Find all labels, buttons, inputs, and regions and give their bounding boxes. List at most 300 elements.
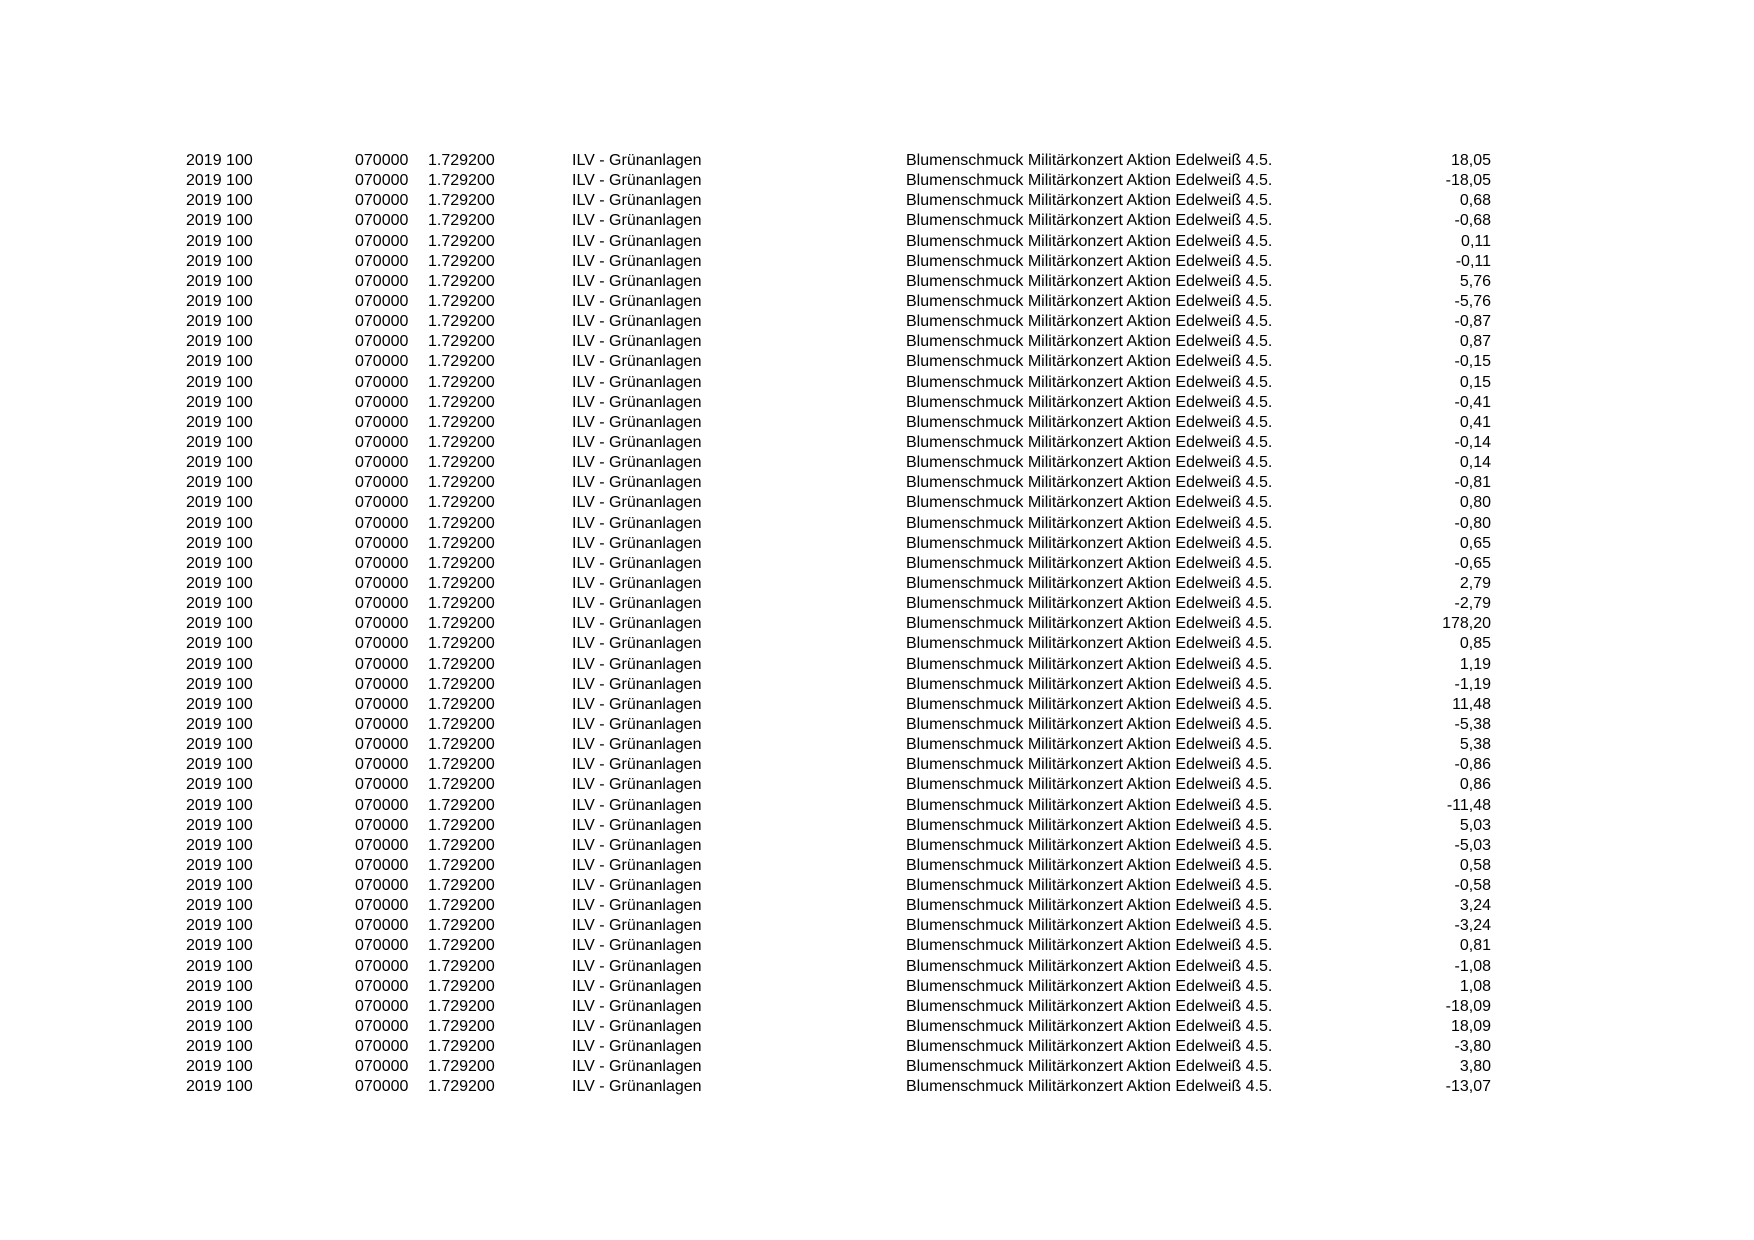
booking-text-cell: Blumenschmuck Militärkonzert Aktion Edelweiß 4.5. xyxy=(906,474,1273,492)
code-cell: 070000 xyxy=(355,534,409,552)
table-row xyxy=(0,957,1754,977)
account-cell: 1.729200 xyxy=(428,655,495,673)
code-cell: 070000 xyxy=(355,856,409,874)
year-cell: 2019 100 xyxy=(186,1058,253,1076)
code-cell: 070000 xyxy=(355,454,409,472)
account-cell: 1.729200 xyxy=(428,373,495,391)
year-cell: 2019 100 xyxy=(186,655,253,673)
booking-text-cell: Blumenschmuck Militärkonzert Aktion Edelweiß 4.5. xyxy=(906,514,1273,532)
code-cell: 070000 xyxy=(355,1078,409,1096)
code-cell: 070000 xyxy=(355,212,409,230)
booking-text-cell: Blumenschmuck Militärkonzert Aktion Edelweiß 4.5. xyxy=(906,917,1273,935)
amount-cell: 18,09 xyxy=(1450,1018,1491,1036)
amount-cell: 0,65 xyxy=(1459,534,1491,552)
booking-text-cell: Blumenschmuck Militärkonzert Aktion Edelweiß 4.5. xyxy=(906,836,1273,854)
table-row xyxy=(0,675,1754,695)
amount-cell: -18,09 xyxy=(1445,997,1491,1015)
amount-cell: 178,20 xyxy=(1442,615,1491,633)
amount-cell: -13,07 xyxy=(1445,1078,1491,1096)
account-cell: 1.729200 xyxy=(428,252,495,270)
booking-text-cell: Blumenschmuck Militärkonzert Aktion Edelweiß 4.5. xyxy=(906,313,1273,331)
amount-cell: 0,80 xyxy=(1459,494,1491,512)
code-cell: 070000 xyxy=(355,313,409,331)
account-name-cell: ILV - Grünanlagen xyxy=(572,333,702,351)
account-name-cell: ILV - Grünanlagen xyxy=(572,897,702,915)
account-cell: 1.729200 xyxy=(428,796,495,814)
account-name-cell: ILV - Grünanlagen xyxy=(572,152,702,169)
account-name-cell: ILV - Grünanlagen xyxy=(572,353,702,371)
account-name-cell: ILV - Grünanlagen xyxy=(572,977,702,995)
year-cell: 2019 100 xyxy=(186,413,253,431)
year-cell: 2019 100 xyxy=(186,272,253,290)
year-cell: 2019 100 xyxy=(186,433,253,451)
account-name-cell: ILV - Grünanlagen xyxy=(572,554,702,572)
table-row xyxy=(0,211,1754,231)
booking-text-cell: Blumenschmuck Militärkonzert Aktion Edelweiß 4.5. xyxy=(906,756,1273,774)
account-name-cell: ILV - Grünanlagen xyxy=(572,877,702,895)
account-cell: 1.729200 xyxy=(428,776,495,794)
table-row xyxy=(0,352,1754,372)
table-row xyxy=(0,655,1754,675)
amount-cell: -0,80 xyxy=(1454,514,1491,532)
table-row xyxy=(0,876,1754,896)
amount-cell: -3,80 xyxy=(1454,1038,1491,1056)
table-row xyxy=(0,493,1754,513)
account-cell: 1.729200 xyxy=(428,313,495,331)
booking-text-cell: Blumenschmuck Militärkonzert Aktion Edelweiß 4.5. xyxy=(906,1038,1273,1056)
booking-text-cell: Blumenschmuck Militärkonzert Aktion Edelweiß 4.5. xyxy=(906,152,1273,169)
year-cell: 2019 100 xyxy=(186,877,253,895)
table-row xyxy=(0,171,1754,191)
booking-text-cell: Blumenschmuck Militärkonzert Aktion Edelweiß 4.5. xyxy=(906,595,1273,613)
booking-text-cell: Blumenschmuck Militärkonzert Aktion Edelweiß 4.5. xyxy=(906,574,1273,592)
account-name-cell: ILV - Grünanlagen xyxy=(572,292,702,310)
code-cell: 070000 xyxy=(355,232,409,250)
amount-cell: 0,86 xyxy=(1459,776,1491,794)
account-cell: 1.729200 xyxy=(428,1058,495,1076)
booking-text-cell: Blumenschmuck Militärkonzert Aktion Edelweiß 4.5. xyxy=(906,192,1273,210)
amount-cell: -0,58 xyxy=(1454,877,1491,895)
year-cell: 2019 100 xyxy=(186,756,253,774)
booking-text-cell: Blumenschmuck Militärkonzert Aktion Edelweiß 4.5. xyxy=(906,937,1273,955)
account-name-cell: ILV - Grünanlagen xyxy=(572,937,702,955)
year-cell: 2019 100 xyxy=(186,474,253,492)
table-row xyxy=(0,775,1754,795)
table-row xyxy=(0,936,1754,956)
account-name-cell: ILV - Grünanlagen xyxy=(572,836,702,854)
account-cell: 1.729200 xyxy=(428,534,495,552)
account-name-cell: ILV - Grünanlagen xyxy=(572,574,702,592)
booking-text-cell: Blumenschmuck Militärkonzert Aktion Edelweiß 4.5. xyxy=(906,997,1273,1015)
booking-text-cell: Blumenschmuck Militärkonzert Aktion Edelweiß 4.5. xyxy=(906,1058,1273,1076)
account-cell: 1.729200 xyxy=(428,897,495,915)
ledger-table xyxy=(0,151,1754,1098)
year-cell: 2019 100 xyxy=(186,554,253,572)
amount-cell: -0,68 xyxy=(1454,212,1491,230)
account-name-cell: ILV - Grünanlagen xyxy=(572,715,702,733)
booking-text-cell: Blumenschmuck Militärkonzert Aktion Edelweiß 4.5. xyxy=(906,232,1273,250)
code-cell: 070000 xyxy=(355,292,409,310)
account-name-cell: ILV - Grünanlagen xyxy=(572,655,702,673)
account-cell: 1.729200 xyxy=(428,514,495,532)
table-row xyxy=(0,373,1754,393)
account-name-cell: ILV - Grünanlagen xyxy=(572,675,702,693)
booking-text-cell: Blumenschmuck Militärkonzert Aktion Edelweiß 4.5. xyxy=(906,695,1273,713)
booking-text-cell: Blumenschmuck Militärkonzert Aktion Edelweiß 4.5. xyxy=(906,413,1273,431)
table-row xyxy=(0,1077,1754,1097)
account-cell: 1.729200 xyxy=(428,917,495,935)
code-cell: 070000 xyxy=(355,595,409,613)
table-row xyxy=(0,796,1754,816)
booking-text-cell: Blumenschmuck Militärkonzert Aktion Edelweiß 4.5. xyxy=(906,454,1273,472)
amount-cell: 11,48 xyxy=(1452,695,1491,713)
year-cell: 2019 100 xyxy=(186,373,253,391)
booking-text-cell: Blumenschmuck Militärkonzert Aktion Edelweiß 4.5. xyxy=(906,172,1273,190)
year-cell: 2019 100 xyxy=(186,534,253,552)
account-name-cell: ILV - Grünanlagen xyxy=(572,695,702,713)
amount-cell: 5,76 xyxy=(1459,272,1491,290)
account-name-cell: ILV - Grünanlagen xyxy=(572,232,702,250)
table-row xyxy=(0,433,1754,453)
booking-text-cell: Blumenschmuck Militärkonzert Aktion Edelweiß 4.5. xyxy=(906,715,1273,733)
account-cell: 1.729200 xyxy=(428,836,495,854)
amount-cell: -0,11 xyxy=(1455,252,1491,270)
account-cell: 1.729200 xyxy=(428,877,495,895)
booking-text-cell: Blumenschmuck Militärkonzert Aktion Edelweiß 4.5. xyxy=(906,1018,1273,1036)
code-cell: 070000 xyxy=(355,393,409,411)
code-cell: 070000 xyxy=(355,413,409,431)
year-cell: 2019 100 xyxy=(186,1018,253,1036)
booking-text-cell: Blumenschmuck Militärkonzert Aktion Edelweiß 4.5. xyxy=(906,494,1273,512)
code-cell: 070000 xyxy=(355,192,409,210)
account-name-cell: ILV - Grünanlagen xyxy=(572,373,702,391)
year-cell: 2019 100 xyxy=(186,675,253,693)
table-row xyxy=(0,151,1754,171)
account-name-cell: ILV - Grünanlagen xyxy=(572,474,702,492)
account-cell: 1.729200 xyxy=(428,494,495,512)
table-row xyxy=(0,594,1754,614)
amount-cell: 0,15 xyxy=(1459,373,1491,391)
year-cell: 2019 100 xyxy=(186,776,253,794)
amount-cell: -2,79 xyxy=(1454,595,1491,613)
amount-cell: -3,24 xyxy=(1454,917,1491,935)
account-name-cell: ILV - Grünanlagen xyxy=(572,635,702,653)
table-row xyxy=(0,514,1754,534)
account-cell: 1.729200 xyxy=(428,736,495,754)
account-name-cell: ILV - Grünanlagen xyxy=(572,514,702,532)
account-name-cell: ILV - Grünanlagen xyxy=(572,1038,702,1056)
code-cell: 070000 xyxy=(355,474,409,492)
amount-cell: 0,41 xyxy=(1459,413,1491,431)
year-cell: 2019 100 xyxy=(186,977,253,995)
table-row xyxy=(0,735,1754,755)
account-name-cell: ILV - Grünanlagen xyxy=(572,192,702,210)
account-cell: 1.729200 xyxy=(428,474,495,492)
account-name-cell: ILV - Grünanlagen xyxy=(572,796,702,814)
table-row xyxy=(0,896,1754,916)
table-row xyxy=(0,191,1754,211)
code-cell: 070000 xyxy=(355,937,409,955)
year-cell: 2019 100 xyxy=(186,393,253,411)
booking-text-cell: Blumenschmuck Militärkonzert Aktion Edelweiß 4.5. xyxy=(906,957,1273,975)
amount-cell: 0,85 xyxy=(1459,635,1491,653)
account-name-cell: ILV - Grünanlagen xyxy=(572,393,702,411)
account-cell: 1.729200 xyxy=(428,756,495,774)
code-cell: 070000 xyxy=(355,494,409,512)
account-cell: 1.729200 xyxy=(428,172,495,190)
year-cell: 2019 100 xyxy=(186,635,253,653)
account-cell: 1.729200 xyxy=(428,554,495,572)
code-cell: 070000 xyxy=(355,152,409,169)
code-cell: 070000 xyxy=(355,736,409,754)
table-row xyxy=(0,614,1754,634)
table-row xyxy=(0,453,1754,473)
year-cell: 2019 100 xyxy=(186,836,253,854)
amount-cell: 0,81 xyxy=(1459,937,1491,955)
table-row xyxy=(0,816,1754,836)
account-cell: 1.729200 xyxy=(428,454,495,472)
year-cell: 2019 100 xyxy=(186,615,253,633)
amount-cell: 3,24 xyxy=(1459,897,1491,915)
account-cell: 1.729200 xyxy=(428,695,495,713)
account-cell: 1.729200 xyxy=(428,997,495,1015)
year-cell: 2019 100 xyxy=(186,897,253,915)
account-cell: 1.729200 xyxy=(428,212,495,230)
amount-cell: -0,86 xyxy=(1454,756,1491,774)
year-cell: 2019 100 xyxy=(186,997,253,1015)
account-name-cell: ILV - Grünanlagen xyxy=(572,413,702,431)
account-cell: 1.729200 xyxy=(428,232,495,250)
table-row xyxy=(0,393,1754,413)
account-name-cell: ILV - Grünanlagen xyxy=(572,776,702,794)
table-row xyxy=(0,413,1754,433)
table-row xyxy=(0,332,1754,352)
table-row xyxy=(0,534,1754,554)
account-name-cell: ILV - Grünanlagen xyxy=(572,252,702,270)
amount-cell: -1,08 xyxy=(1454,957,1491,975)
year-cell: 2019 100 xyxy=(186,937,253,955)
amount-cell: -0,65 xyxy=(1454,554,1491,572)
account-cell: 1.729200 xyxy=(428,675,495,693)
table-row xyxy=(0,634,1754,654)
code-cell: 070000 xyxy=(355,655,409,673)
code-cell: 070000 xyxy=(355,373,409,391)
year-cell: 2019 100 xyxy=(186,454,253,472)
code-cell: 070000 xyxy=(355,554,409,572)
booking-text-cell: Blumenschmuck Militärkonzert Aktion Edelweiß 4.5. xyxy=(906,554,1273,572)
amount-cell: -5,38 xyxy=(1454,715,1491,733)
table-row xyxy=(0,272,1754,292)
booking-text-cell: Blumenschmuck Militärkonzert Aktion Edelweiß 4.5. xyxy=(906,534,1273,552)
code-cell: 070000 xyxy=(355,776,409,794)
amount-cell: -5,76 xyxy=(1454,292,1491,310)
amount-cell: 5,38 xyxy=(1459,736,1491,754)
amount-cell: 3,80 xyxy=(1459,1058,1491,1076)
account-name-cell: ILV - Grünanlagen xyxy=(572,917,702,935)
year-cell: 2019 100 xyxy=(186,152,253,169)
code-cell: 070000 xyxy=(355,897,409,915)
table-row xyxy=(0,755,1754,775)
year-cell: 2019 100 xyxy=(186,212,253,230)
booking-text-cell: Blumenschmuck Militärkonzert Aktion Edelweiß 4.5. xyxy=(906,212,1273,230)
amount-cell: 0,14 xyxy=(1459,454,1491,472)
account-cell: 1.729200 xyxy=(428,272,495,290)
account-name-cell: ILV - Grünanlagen xyxy=(572,756,702,774)
code-cell: 070000 xyxy=(355,997,409,1015)
table-row xyxy=(0,252,1754,272)
amount-cell: -0,41 xyxy=(1454,393,1491,411)
account-cell: 1.729200 xyxy=(428,715,495,733)
year-cell: 2019 100 xyxy=(186,715,253,733)
table-row xyxy=(0,836,1754,856)
booking-text-cell: Blumenschmuck Militärkonzert Aktion Edelweiß 4.5. xyxy=(906,675,1273,693)
account-cell: 1.729200 xyxy=(428,1078,495,1096)
table-row xyxy=(0,554,1754,574)
code-cell: 070000 xyxy=(355,836,409,854)
amount-cell: 0,58 xyxy=(1459,856,1491,874)
account-cell: 1.729200 xyxy=(428,1018,495,1036)
amount-cell: 5,03 xyxy=(1459,816,1491,834)
year-cell: 2019 100 xyxy=(186,494,253,512)
code-cell: 070000 xyxy=(355,877,409,895)
table-row xyxy=(0,997,1754,1017)
year-cell: 2019 100 xyxy=(186,917,253,935)
code-cell: 070000 xyxy=(355,756,409,774)
account-cell: 1.729200 xyxy=(428,152,495,169)
table-row xyxy=(0,1037,1754,1057)
booking-text-cell: Blumenschmuck Militärkonzert Aktion Edelweiß 4.5. xyxy=(906,796,1273,814)
booking-text-cell: Blumenschmuck Militärkonzert Aktion Edelweiß 4.5. xyxy=(906,897,1273,915)
account-cell: 1.729200 xyxy=(428,192,495,210)
booking-text-cell: Blumenschmuck Militärkonzert Aktion Edelweiß 4.5. xyxy=(906,1078,1273,1096)
year-cell: 2019 100 xyxy=(186,595,253,613)
code-cell: 070000 xyxy=(355,514,409,532)
code-cell: 070000 xyxy=(355,695,409,713)
code-cell: 070000 xyxy=(355,977,409,995)
booking-text-cell: Blumenschmuck Militärkonzert Aktion Edelweiß 4.5. xyxy=(906,776,1273,794)
booking-text-cell: Blumenschmuck Militärkonzert Aktion Edelweiß 4.5. xyxy=(906,856,1273,874)
account-name-cell: ILV - Grünanlagen xyxy=(572,816,702,834)
year-cell: 2019 100 xyxy=(186,252,253,270)
account-cell: 1.729200 xyxy=(428,816,495,834)
code-cell: 070000 xyxy=(355,675,409,693)
amount-cell: -0,87 xyxy=(1454,313,1491,331)
account-cell: 1.729200 xyxy=(428,353,495,371)
account-name-cell: ILV - Grünanlagen xyxy=(572,272,702,290)
table-row xyxy=(0,292,1754,312)
table-row xyxy=(0,977,1754,997)
account-cell: 1.729200 xyxy=(428,1038,495,1056)
amount-cell: 0,87 xyxy=(1459,333,1491,351)
table-row xyxy=(0,715,1754,735)
account-name-cell: ILV - Grünanlagen xyxy=(572,615,702,633)
account-cell: 1.729200 xyxy=(428,635,495,653)
amount-cell: -5,03 xyxy=(1454,836,1491,854)
amount-cell: 1,19 xyxy=(1459,655,1491,673)
table-row xyxy=(0,1017,1754,1037)
code-cell: 070000 xyxy=(355,333,409,351)
account-name-cell: ILV - Grünanlagen xyxy=(572,212,702,230)
table-row xyxy=(0,312,1754,332)
account-cell: 1.729200 xyxy=(428,413,495,431)
year-cell: 2019 100 xyxy=(186,353,253,371)
year-cell: 2019 100 xyxy=(186,695,253,713)
amount-cell: 0,68 xyxy=(1459,192,1491,210)
code-cell: 070000 xyxy=(355,917,409,935)
code-cell: 070000 xyxy=(355,1058,409,1076)
booking-text-cell: Blumenschmuck Militärkonzert Aktion Edelweiß 4.5. xyxy=(906,292,1273,310)
amount-cell: 2,79 xyxy=(1459,574,1491,592)
booking-text-cell: Blumenschmuck Militärkonzert Aktion Edelweiß 4.5. xyxy=(906,977,1273,995)
booking-text-cell: Blumenschmuck Militärkonzert Aktion Edelweiß 4.5. xyxy=(906,635,1273,653)
account-cell: 1.729200 xyxy=(428,393,495,411)
account-name-cell: ILV - Grünanlagen xyxy=(572,1058,702,1076)
booking-text-cell: Blumenschmuck Militärkonzert Aktion Edelweiß 4.5. xyxy=(906,877,1273,895)
year-cell: 2019 100 xyxy=(186,796,253,814)
account-name-cell: ILV - Grünanlagen xyxy=(572,595,702,613)
booking-text-cell: Blumenschmuck Militärkonzert Aktion Edelweiß 4.5. xyxy=(906,353,1273,371)
booking-text-cell: Blumenschmuck Militärkonzert Aktion Edelweiß 4.5. xyxy=(906,272,1273,290)
code-cell: 070000 xyxy=(355,796,409,814)
account-cell: 1.729200 xyxy=(428,574,495,592)
table-row xyxy=(0,695,1754,715)
booking-text-cell: Blumenschmuck Militärkonzert Aktion Edelweiß 4.5. xyxy=(906,393,1273,411)
account-name-cell: ILV - Grünanlagen xyxy=(572,856,702,874)
amount-cell: -18,05 xyxy=(1445,172,1491,190)
account-name-cell: ILV - Grünanlagen xyxy=(572,534,702,552)
table-row xyxy=(0,574,1754,594)
code-cell: 070000 xyxy=(355,615,409,633)
account-cell: 1.729200 xyxy=(428,977,495,995)
code-cell: 070000 xyxy=(355,574,409,592)
account-name-cell: ILV - Grünanlagen xyxy=(572,736,702,754)
amount-cell: -0,81 xyxy=(1454,474,1491,492)
table-row xyxy=(0,1057,1754,1077)
year-cell: 2019 100 xyxy=(186,856,253,874)
code-cell: 070000 xyxy=(355,353,409,371)
account-name-cell: ILV - Grünanlagen xyxy=(572,997,702,1015)
account-cell: 1.729200 xyxy=(428,615,495,633)
account-cell: 1.729200 xyxy=(428,292,495,310)
booking-text-cell: Blumenschmuck Militärkonzert Aktion Edelweiß 4.5. xyxy=(906,333,1273,351)
account-name-cell: ILV - Grünanlagen xyxy=(572,313,702,331)
account-name-cell: ILV - Grünanlagen xyxy=(572,1018,702,1036)
year-cell: 2019 100 xyxy=(186,172,253,190)
account-cell: 1.729200 xyxy=(428,333,495,351)
account-cell: 1.729200 xyxy=(428,957,495,975)
amount-cell: -0,14 xyxy=(1454,433,1491,451)
year-cell: 2019 100 xyxy=(186,816,253,834)
account-name-cell: ILV - Grünanlagen xyxy=(572,494,702,512)
table-row xyxy=(0,232,1754,252)
code-cell: 070000 xyxy=(355,635,409,653)
booking-text-cell: Blumenschmuck Militärkonzert Aktion Edelweiß 4.5. xyxy=(906,373,1273,391)
account-name-cell: ILV - Grünanlagen xyxy=(572,957,702,975)
booking-text-cell: Blumenschmuck Militärkonzert Aktion Edelweiß 4.5. xyxy=(906,433,1273,451)
year-cell: 2019 100 xyxy=(186,232,253,250)
booking-text-cell: Blumenschmuck Militärkonzert Aktion Edelweiß 4.5. xyxy=(906,736,1273,754)
account-name-cell: ILV - Grünanlagen xyxy=(572,433,702,451)
code-cell: 070000 xyxy=(355,816,409,834)
table-row xyxy=(0,473,1754,493)
year-cell: 2019 100 xyxy=(186,313,253,331)
code-cell: 070000 xyxy=(355,715,409,733)
booking-text-cell: Blumenschmuck Militärkonzert Aktion Edelweiß 4.5. xyxy=(906,655,1273,673)
account-name-cell: ILV - Grünanlagen xyxy=(572,172,702,190)
table-row xyxy=(0,856,1754,876)
year-cell: 2019 100 xyxy=(186,957,253,975)
year-cell: 2019 100 xyxy=(186,292,253,310)
